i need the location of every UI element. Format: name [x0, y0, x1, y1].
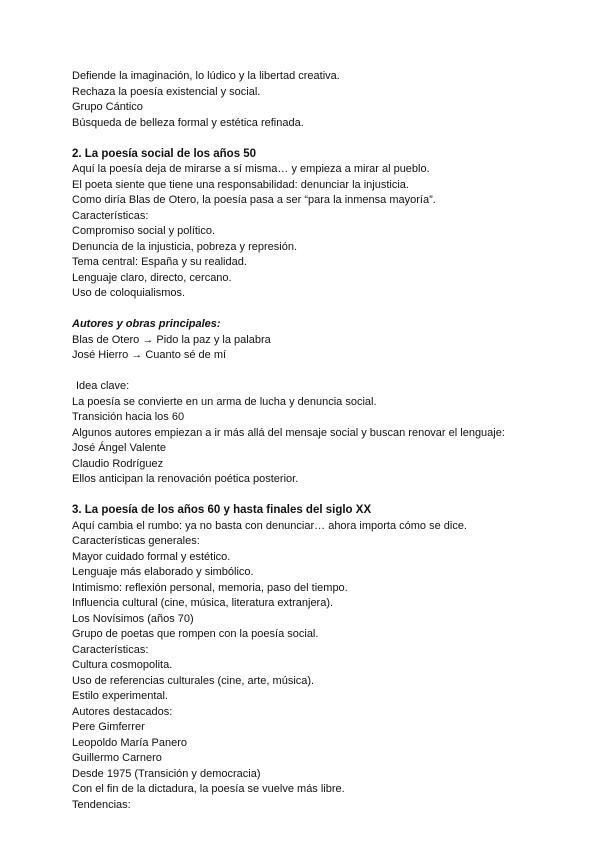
- text-line: Denuncia de la injusticia, pobreza y represión.: [72, 240, 298, 253]
- text-line: Tendencias:: [72, 798, 131, 811]
- text-line: Tema central: España y su realidad.: [72, 256, 247, 268]
- author-line: Blas de Otero → Pido la paz y la palabra: [72, 333, 271, 346]
- text-line: Transición hacia los 60: [72, 411, 185, 423]
- section2: [72, 147, 560, 488]
- text-line: Grupo de poetas que rompen con la poesía social.: [72, 628, 319, 640]
- text-line: Uso de referencias culturales (cine, arte, música).: [72, 674, 315, 687]
- section1-tail: [72, 69, 560, 131]
- text-line: Uso de coloquialismos.: [72, 287, 186, 299]
- text-line: José Ángel Valente: [72, 442, 166, 454]
- authors-heading: Autores y obras principales:: [72, 318, 221, 330]
- text-line: Lenguaje más elaborado y simbólico.: [72, 566, 254, 578]
- section3: [72, 503, 560, 813]
- text-line: Aquí la poesía deja de mirarse a sí misma… y empieza a mirar al pueblo.: [72, 163, 430, 175]
- text-line: Características generales:: [72, 535, 200, 547]
- text-line: Compromiso social y político.: [72, 225, 216, 237]
- text-line: Claudio Rodríguez: [72, 457, 164, 470]
- section2-heading: 2. La poesía social de los años 50: [72, 147, 257, 160]
- text-line: Características:: [72, 209, 149, 222]
- text-line: Pere Gimferrer: [72, 721, 145, 733]
- text-line: Autores destacados:: [72, 705, 173, 718]
- text-line: Como diría Blas de Otero, la poesía pasa a ser “para la inmensa mayoría”.: [72, 194, 436, 206]
- text-line: Defiende la imaginación, lo lúdico y la libertad creativa.: [72, 70, 340, 82]
- text-line: Con el fin de la dictadura, la poesía se vuelve más libre.: [72, 783, 345, 795]
- text-line: Guillermo Carnero: [72, 752, 162, 764]
- idea-label: Idea clave:: [76, 380, 130, 392]
- text-line: La poesía se convierte en un arma de lucha y denuncia social.: [72, 395, 377, 408]
- text-line: Leopoldo María Panero: [72, 736, 187, 749]
- text-line: Rechaza la poesía existencial y social.: [72, 85, 261, 98]
- text-line: Los Novísimos (años 70): [72, 612, 194, 625]
- author-line: José Hierro → Cuanto sé de mí: [72, 349, 227, 361]
- text-line: Estilo experimental.: [72, 690, 168, 702]
- text-line: El poeta siente que tiene una responsabilidad: denunciar la injusticia.: [72, 178, 409, 191]
- text-line: Influencia cultural (cine, música, literatura extranjera).: [72, 597, 334, 609]
- text-line: Algunos autores empiezan a ir más allá del mensaje social y buscan renovar el lenguaje:: [72, 426, 505, 439]
- text-line: Mayor cuidado formal y estético.: [72, 550, 231, 563]
- text-line: Aquí cambia el rumbo: ya no basta con denunciar… ahora importa cómo se dice.: [72, 519, 467, 532]
- text-line: Desde 1975 (Transición y democracia): [72, 767, 261, 780]
- text-line: Intimismo: reflexión personal, memoria, paso del tiempo.: [72, 581, 348, 594]
- text-line: Lenguaje claro, directo, cercano.: [72, 271, 232, 284]
- text-line: Búsqueda de belleza formal y estética refinada.: [72, 116, 304, 129]
- text-line: Ellos anticipan la renovación poética posterior.: [72, 473, 299, 485]
- text-line: Características:: [72, 643, 149, 656]
- section3-heading: 3. La poesía de los años 60 y hasta finales del siglo XX: [72, 504, 372, 516]
- text-line: Grupo Cántico: [72, 101, 143, 113]
- text-line: Cultura cosmopolita.: [72, 659, 173, 671]
